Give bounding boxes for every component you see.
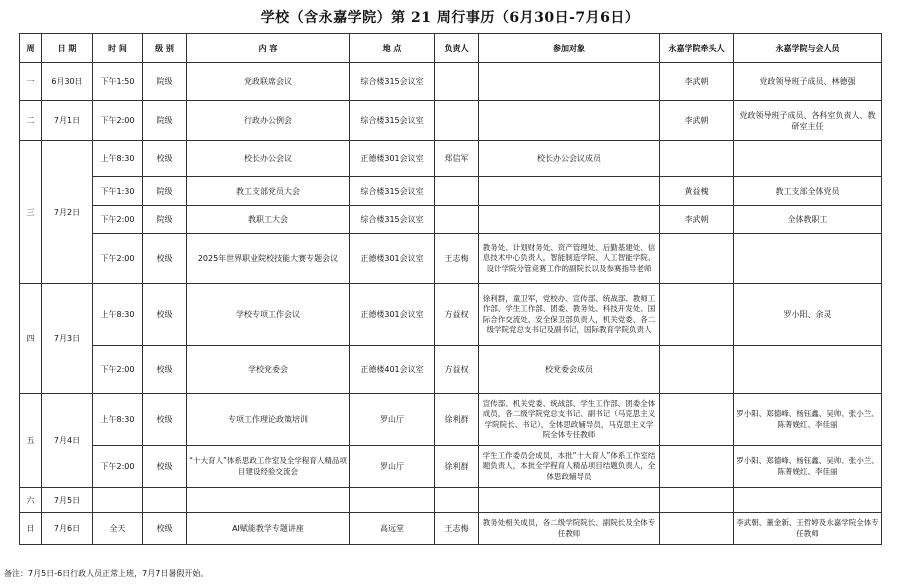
leader-cell bbox=[435, 177, 479, 206]
place-cell: 综合楼315会议室 bbox=[350, 206, 435, 234]
leader-cell bbox=[435, 101, 479, 141]
table-row bbox=[20, 513, 882, 545]
yongjia-lead-cell bbox=[660, 513, 734, 545]
footnote: 备注：7月5日-6日行政人员正常上班，7月7日暑假开始。 bbox=[4, 569, 209, 578]
leader-cell bbox=[435, 63, 479, 101]
level-cell: 院级 bbox=[143, 206, 187, 234]
participants-cell: 宣传部、机关党委、统战部、学生工作部、团委全体成员，各二级学院党总支书记、副书记（马克思主义学院院长、书记），全体思政辅导员，马克思主义学院全体专任教师 bbox=[479, 394, 660, 446]
date-cell: 7月2日 bbox=[42, 141, 93, 284]
time-cell: 下午2:00 bbox=[93, 206, 143, 234]
yongjia-members-cell: 全体教职工 bbox=[734, 206, 882, 234]
leader-cell: 方益权 bbox=[435, 346, 479, 394]
yongjia-members-cell: 党政领导班子成员、林德强 bbox=[734, 63, 882, 101]
content-cell: “十大育人”体系思政工作室及全学程育人精品项目建设经验交流会 bbox=[187, 446, 350, 488]
date-cell: 6月30日 bbox=[42, 63, 93, 101]
leader-cell: 方益权 bbox=[435, 284, 479, 346]
participants-cell bbox=[479, 177, 660, 206]
yongjia-lead-cell bbox=[660, 488, 734, 513]
col-header-leader: 负责人 bbox=[435, 34, 479, 63]
content-cell: 校长办公会议 bbox=[187, 141, 350, 177]
content-cell: 教工支部党员大会 bbox=[187, 177, 350, 206]
table-row bbox=[20, 206, 882, 234]
col-header-place: 地 点 bbox=[350, 34, 435, 63]
yongjia-members-cell: 党政领导班子成员、各科室负责人、教研室主任 bbox=[734, 101, 882, 141]
level-cell: 校级 bbox=[143, 234, 187, 284]
participants-cell: 徐利群，童卫军，党校办、宣传部、统战部、教师工作部、学生工作部、团委、教务处、科技开发处、国际合作交流处、安全保卫部负责人，机关党委、各二级学院党总支书记及副书记，国际教育学院负责人 bbox=[479, 284, 660, 346]
time-cell: 下午2:00 bbox=[93, 234, 143, 284]
yongjia-lead-cell bbox=[660, 284, 734, 346]
participants-cell: 教务处、计划财务处、资产管理处、后勤基建处、信息技术中心负责人，智能制造学院、人工智能学院、设计学院分管竞赛工作的副院长以及参赛指导老师 bbox=[479, 234, 660, 284]
table-row bbox=[20, 488, 882, 513]
level-cell: 院级 bbox=[143, 177, 187, 206]
participants-cell: 校党委会成员 bbox=[479, 346, 660, 394]
content-cell: 党政联席会议 bbox=[187, 63, 350, 101]
level-cell bbox=[143, 488, 187, 513]
level-cell: 校级 bbox=[143, 394, 187, 446]
col-header-participants: 参加对象 bbox=[479, 34, 660, 63]
yongjia-members-cell: 罗小阳、余灵 bbox=[734, 284, 882, 346]
content-cell: AI赋能教学专题讲座 bbox=[187, 513, 350, 545]
col-header-yongjia-members: 永嘉学院与会人员 bbox=[734, 34, 882, 63]
date-cell: 7月1日 bbox=[42, 101, 93, 141]
content-cell: 专项工作理论政策培训 bbox=[187, 394, 350, 446]
date-cell: 7月6日 bbox=[42, 513, 93, 545]
table-row bbox=[20, 63, 882, 101]
col-header-yongjia-lead: 永嘉学院牵头人 bbox=[660, 34, 734, 63]
leader-cell bbox=[435, 206, 479, 234]
weekday-cell: 二 bbox=[20, 101, 42, 141]
time-cell: 下午2:00 bbox=[93, 101, 143, 141]
place-cell: 综合楼315会议室 bbox=[350, 101, 435, 141]
yongjia-lead-cell: 李武朝 bbox=[660, 206, 734, 234]
weekday-cell: 四 bbox=[20, 284, 42, 394]
table-row bbox=[20, 177, 882, 206]
time-cell: 上午8:30 bbox=[93, 284, 143, 346]
leader-cell: 王志梅 bbox=[435, 234, 479, 284]
place-cell: 罗山厅 bbox=[350, 394, 435, 446]
col-header-content: 内 容 bbox=[187, 34, 350, 63]
leader-cell: 徐利群 bbox=[435, 394, 479, 446]
weekly-calendar-table bbox=[19, 33, 882, 545]
leader-cell: 郑信军 bbox=[435, 141, 479, 177]
time-cell bbox=[93, 488, 143, 513]
date-cell: 7月5日 bbox=[42, 488, 93, 513]
weekday-cell: 日 bbox=[20, 513, 42, 545]
header-row bbox=[20, 34, 882, 63]
table-row bbox=[20, 234, 882, 284]
leader-cell: 王志梅 bbox=[435, 513, 479, 545]
page-title: 学校（含永嘉学院）第 21 周行事历（6月30日-7月6日） bbox=[260, 10, 640, 26]
place-cell bbox=[350, 488, 435, 513]
content-cell: 2025年世界职业院校技能大赛专题会议 bbox=[187, 234, 350, 284]
yongjia-members-cell bbox=[734, 346, 882, 394]
weekday-cell: 六 bbox=[20, 488, 42, 513]
participants-cell bbox=[479, 101, 660, 141]
level-cell: 校级 bbox=[143, 513, 187, 545]
yongjia-lead-cell bbox=[660, 234, 734, 284]
col-header-level: 级 别 bbox=[143, 34, 187, 63]
yongjia-members-cell: 罗小阳、郑德峰、杨钰鑫、吴帅、张小兰、陈菁娩红、李佳丽 bbox=[734, 446, 882, 488]
place-cell: 高远堂 bbox=[350, 513, 435, 545]
col-header-date: 日 期 bbox=[42, 34, 93, 63]
yongjia-lead-cell bbox=[660, 141, 734, 177]
place-cell: 综合楼315会议室 bbox=[350, 63, 435, 101]
time-cell: 下午1:30 bbox=[93, 177, 143, 206]
table-row bbox=[20, 284, 882, 346]
yongjia-lead-cell: 李武朝 bbox=[660, 63, 734, 101]
table-row bbox=[20, 141, 882, 177]
place-cell: 综合楼315会议室 bbox=[350, 177, 435, 206]
col-header-weekday: 周 bbox=[20, 34, 42, 63]
table-row bbox=[20, 446, 882, 488]
place-cell: 罗山厅 bbox=[350, 446, 435, 488]
yongjia-members-cell bbox=[734, 234, 882, 284]
weekday-cell: 三 bbox=[20, 141, 42, 284]
date-cell: 7月4日 bbox=[42, 394, 93, 488]
yongjia-lead-cell: 李武朝 bbox=[660, 101, 734, 141]
yongjia-lead-cell bbox=[660, 346, 734, 394]
place-cell: 正德楼301会议室 bbox=[350, 141, 435, 177]
time-cell: 下午2:00 bbox=[93, 446, 143, 488]
place-cell: 正德楼401会议室 bbox=[350, 346, 435, 394]
yongjia-members-cell bbox=[734, 141, 882, 177]
participants-cell bbox=[479, 206, 660, 234]
level-cell: 院级 bbox=[143, 63, 187, 101]
yongjia-members-cell: 教工支部全体党员 bbox=[734, 177, 882, 206]
participants-cell: 学生工作委员会成员，本批“十大育人”体系工作室结题负责人，本批全学程育人精品项目结题负责人，全体思政辅导员 bbox=[479, 446, 660, 488]
table-row bbox=[20, 394, 882, 446]
yongjia-lead-cell bbox=[660, 446, 734, 488]
participants-cell: 教务处相关成员，各二级学院院长、副院长及全体专任教师 bbox=[479, 513, 660, 545]
participants-cell bbox=[479, 63, 660, 101]
participants-cell bbox=[479, 488, 660, 513]
level-cell: 院级 bbox=[143, 101, 187, 141]
time-cell: 上午8:30 bbox=[93, 394, 143, 446]
place-cell: 正德楼301会议室 bbox=[350, 284, 435, 346]
table-row bbox=[20, 346, 882, 394]
yongjia-members-cell: 李武朝、董金新、王哲婷及永嘉学院全体专任教师 bbox=[734, 513, 882, 545]
participants-cell: 校长办公会议成员 bbox=[479, 141, 660, 177]
time-cell: 下午1:50 bbox=[93, 63, 143, 101]
time-cell: 全天 bbox=[93, 513, 143, 545]
level-cell: 校级 bbox=[143, 141, 187, 177]
content-cell: 学校专项工作会议 bbox=[187, 284, 350, 346]
yongjia-lead-cell: 黄益槐 bbox=[660, 177, 734, 206]
leader-cell: 徐利群 bbox=[435, 446, 479, 488]
yongjia-members-cell bbox=[734, 488, 882, 513]
weekday-cell: 五 bbox=[20, 394, 42, 488]
yongjia-lead-cell bbox=[660, 394, 734, 446]
level-cell: 校级 bbox=[143, 446, 187, 488]
col-header-time: 时 间 bbox=[93, 34, 143, 63]
leader-cell bbox=[435, 488, 479, 513]
level-cell: 校级 bbox=[143, 346, 187, 394]
content-cell: 教职工大会 bbox=[187, 206, 350, 234]
level-cell: 校级 bbox=[143, 284, 187, 346]
time-cell: 下午2:00 bbox=[93, 346, 143, 394]
date-cell: 7月3日 bbox=[42, 284, 93, 394]
place-cell: 正德楼301会议室 bbox=[350, 234, 435, 284]
content-cell bbox=[187, 488, 350, 513]
yongjia-members-cell: 罗小阳、郑德峰、杨钰鑫、吴帅、张小兰、陈菁娩红、李佳丽 bbox=[734, 394, 882, 446]
content-cell: 学校党委会 bbox=[187, 346, 350, 394]
content-cell: 行政办公例会 bbox=[187, 101, 350, 141]
time-cell: 上午8:30 bbox=[93, 141, 143, 177]
weekday-cell: 一 bbox=[20, 63, 42, 101]
table-row bbox=[20, 101, 882, 141]
